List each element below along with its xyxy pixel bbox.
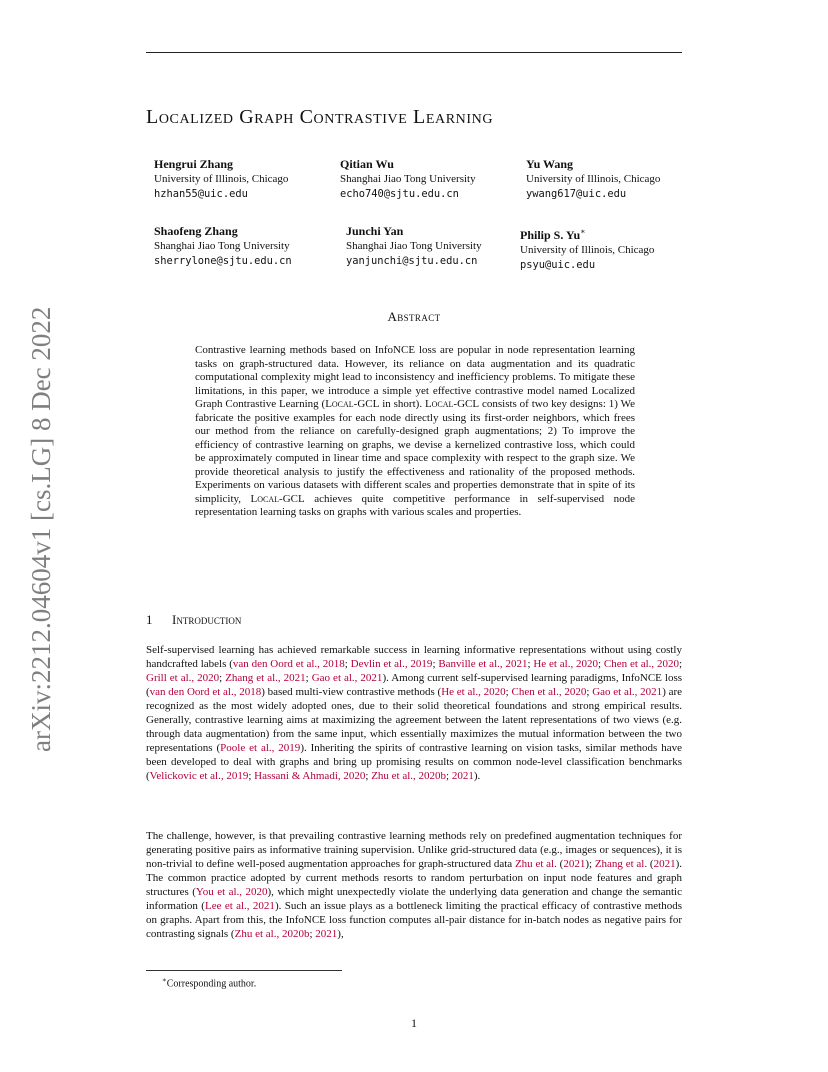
footnote-text: Corresponding author. <box>166 978 257 990</box>
author-name: Philip S. Yu <box>520 228 581 242</box>
author-email[interactable]: sherrylone@sjtu.edu.cn <box>154 255 292 267</box>
author-block <box>154 224 292 269</box>
author-block <box>526 157 660 202</box>
citation-link[interactable]: Grill et al., 2020 <box>146 672 220 684</box>
abstract-text: Contrastive learning methods based on InfoNCE loss are popular in node representation learning tasks on graph-structured data. However, its reliance on data augmentation and its quadratic computational complexity might lead to inconsistency and inefficiency problems. To mitigate these limitations, in this paper, we introduce a simple yet effective contrastive model named Localized Graph Contrastive Learning ( <box>195 344 635 410</box>
body-text: ; <box>678 658 683 670</box>
author-affiliation: University of Illinois, Chicago <box>520 244 655 256</box>
body-text: ; <box>432 658 439 670</box>
body-text: Self-supervised learning has achieved remarkable success in learning informative representations without using costly handcrafted labels ( <box>146 644 682 670</box>
citation-link[interactable]: Gao et al., 2021 <box>592 686 663 698</box>
citation-link[interactable]: Zhang et al., 2021 <box>225 672 306 684</box>
intro-paragraph-2 <box>146 829 682 941</box>
citation-link[interactable]: 2021 <box>315 928 338 940</box>
citation-link[interactable]: Gao et al., 2021 <box>311 672 383 684</box>
body-text: The challenge, however, is that prevailing contrastive learning methods rely on predefined augmentation techniques for generating positive pairs as informative training supervision. Unlike grid-structured data (e.g., images or sequences), it is non-trivial to define well-posed augmentation approaches for graph-structured data <box>146 830 682 870</box>
citation-link[interactable]: Zhang et al. <box>594 858 648 870</box>
body-text: ), which might unexpectedly violate the underlying data generation and change the semantic information ( <box>146 886 682 912</box>
citation-link[interactable]: Chen et al., 2020 <box>603 658 679 670</box>
footnote-rule <box>146 970 342 971</box>
body-text: ; <box>505 686 512 698</box>
abstract-text: consists of two key designs: 1) We fabricate the positive examples for each node directly using its first-order neighbors, which frees our method from the reliance on carefully-designed graph augmentations; 2) To improve the efficiency of contrastive learning on graphs, we devise a kernelized contrastive loss, which could be approximately computed in linear time and space complexity with respect to the graph size. We provide theoretical analysis to justify the effectiveness and rationality of the proposed methods. Experiments on various datasets with different scales and properties demonstrate that in spite of its simplicity, <box>195 398 635 505</box>
body-text: ( <box>556 858 564 870</box>
section-number: 1 <box>146 612 153 627</box>
author-name: Shaofeng Zhang <box>154 224 238 238</box>
author-email[interactable]: ywang617@uic.edu <box>526 188 627 200</box>
body-text: ; <box>598 658 604 670</box>
body-text: ; <box>446 770 452 782</box>
body-text: ; <box>527 658 534 670</box>
citation-link[interactable]: van den Oord et al., 2018 <box>149 686 262 698</box>
abstract-heading: Abstract <box>387 309 441 324</box>
intro-paragraph-1 <box>146 643 682 783</box>
body-text: ; <box>309 928 316 940</box>
author-block <box>520 224 654 273</box>
author-affiliation: University of Illinois, Chicago <box>154 173 289 185</box>
author-affiliation: Shanghai Jiao Tong University <box>154 240 290 252</box>
author-block <box>154 157 288 202</box>
arxiv-identifier: arXiv:2212.04604v1 [cs.LG] 8 Dec 2022 <box>26 306 56 752</box>
author-email[interactable]: echo740@sjtu.edu.cn <box>340 188 459 200</box>
author-affiliation: Shanghai Jiao Tong University <box>340 173 476 185</box>
body-text: ), <box>337 928 344 940</box>
method-name: Local-GCL <box>325 398 380 410</box>
author-email[interactable]: yanjunchi@sjtu.edu.cn <box>346 255 478 267</box>
citation-link[interactable]: Zhu et al. <box>514 858 557 870</box>
citation-link[interactable]: He et al., 2020 <box>533 658 599 670</box>
body-text: ). Inheriting the spirits of contrastive learning on vision tasks, similar methods have been developed to deal with graphs and bring up promising results on common node-level classification benchmarks ( <box>146 742 682 782</box>
author-name: Yu Wang <box>526 157 574 171</box>
body-text: ; <box>248 770 255 782</box>
body-text: ). Such an issue plays as a bottleneck limiting the practical efficacy of contrastive methods on graphs. Apart from this, the InfoNCE loss function computes all-pair distance for in-batch nodes as negative pairs for contrasting signals ( <box>146 900 682 940</box>
page-number: 1 <box>411 1016 417 1030</box>
body-text: ; <box>365 770 372 782</box>
author-name: Qitian Wu <box>340 157 394 171</box>
citation-link[interactable]: Zhu et al., 2020b <box>234 928 310 940</box>
abstract-body <box>195 344 635 520</box>
body-text: ( <box>647 858 654 870</box>
body-text: ) are recognized as the most widely adopted ones, due to their solid theoretical foundations and strong empirical results. Generally, contrastive learning aims at maximizing the agreement between the latent representations of two views (e.g. through data augmentation) from the same input, which essentially maximizes the mutual information between the two representations ( <box>146 686 683 754</box>
citation-link[interactable]: Chen et al., 2020 <box>511 686 587 698</box>
citation-link[interactable]: Banville et al., 2021 <box>438 658 528 670</box>
citation-link[interactable]: He et al., 2020 <box>441 686 506 698</box>
body-text: ). <box>473 770 481 782</box>
citation-link[interactable]: Lee et al., 2021 <box>204 900 275 912</box>
body-text: ) <box>675 858 680 870</box>
author-block <box>346 224 482 269</box>
body-text: ) based multi-view contrastive methods ( <box>261 686 442 698</box>
citation-link[interactable]: 2021 <box>653 858 676 870</box>
body-text: . The common practice adopted by current methods resorts to random perturbation on input node features and graph structures ( <box>146 858 682 898</box>
body-text: ); <box>585 858 595 870</box>
body-text: ; <box>586 686 593 698</box>
author-affiliation: University of Illinois, Chicago <box>526 173 661 185</box>
body-text: ). Among current self-supervised learning paradigms, InfoNCE loss ( <box>146 672 683 698</box>
citation-link[interactable]: Poole et al., 2019 <box>220 742 301 754</box>
author-name: Hengrui Zhang <box>154 157 234 171</box>
author-email[interactable]: hzhan55@uic.edu <box>154 188 248 200</box>
top-rule <box>146 52 682 53</box>
citation-link[interactable]: 2021 <box>563 858 586 870</box>
author-name: Junchi Yan <box>346 224 404 238</box>
citation-link[interactable]: You et al., 2020 <box>195 886 268 898</box>
abstract-text: in short). <box>379 398 425 410</box>
citation-link[interactable]: Hassani & Ahmadi, 2020 <box>254 770 366 782</box>
method-name: Local-GCL <box>250 492 305 505</box>
citation-link[interactable]: Zhu et al., 2020b <box>371 770 447 782</box>
citation-link[interactable]: 2021 <box>451 770 474 782</box>
section-heading <box>146 612 241 628</box>
author-block <box>340 157 476 202</box>
author-affiliation: Shanghai Jiao Tong University <box>346 240 482 252</box>
author-email[interactable]: psyu@uic.edu <box>520 259 596 271</box>
footnote-marker: ∗ <box>580 227 586 236</box>
author-name-line <box>520 224 654 243</box>
body-text: ; <box>305 672 312 684</box>
section-title: Introduction <box>172 612 242 627</box>
citation-link[interactable]: van den Oord et al., 2018 <box>232 658 345 670</box>
method-name: Local-GCL <box>424 398 480 410</box>
citation-link[interactable]: Devlin et al., 2019 <box>350 658 433 670</box>
footnote-marker: ∗ <box>162 976 167 984</box>
body-text: ; <box>344 658 351 670</box>
abstract-text: achieves quite competitive performance in self-supervised node representation learning tasks on graphs with various scales and properties. <box>195 492 635 518</box>
footnote <box>162 976 256 989</box>
paper-title: Localized Graph Contrastive Learning <box>146 106 494 128</box>
body-text: ; <box>219 672 226 684</box>
citation-link[interactable]: Velickovic et al., 2019 <box>149 770 249 782</box>
